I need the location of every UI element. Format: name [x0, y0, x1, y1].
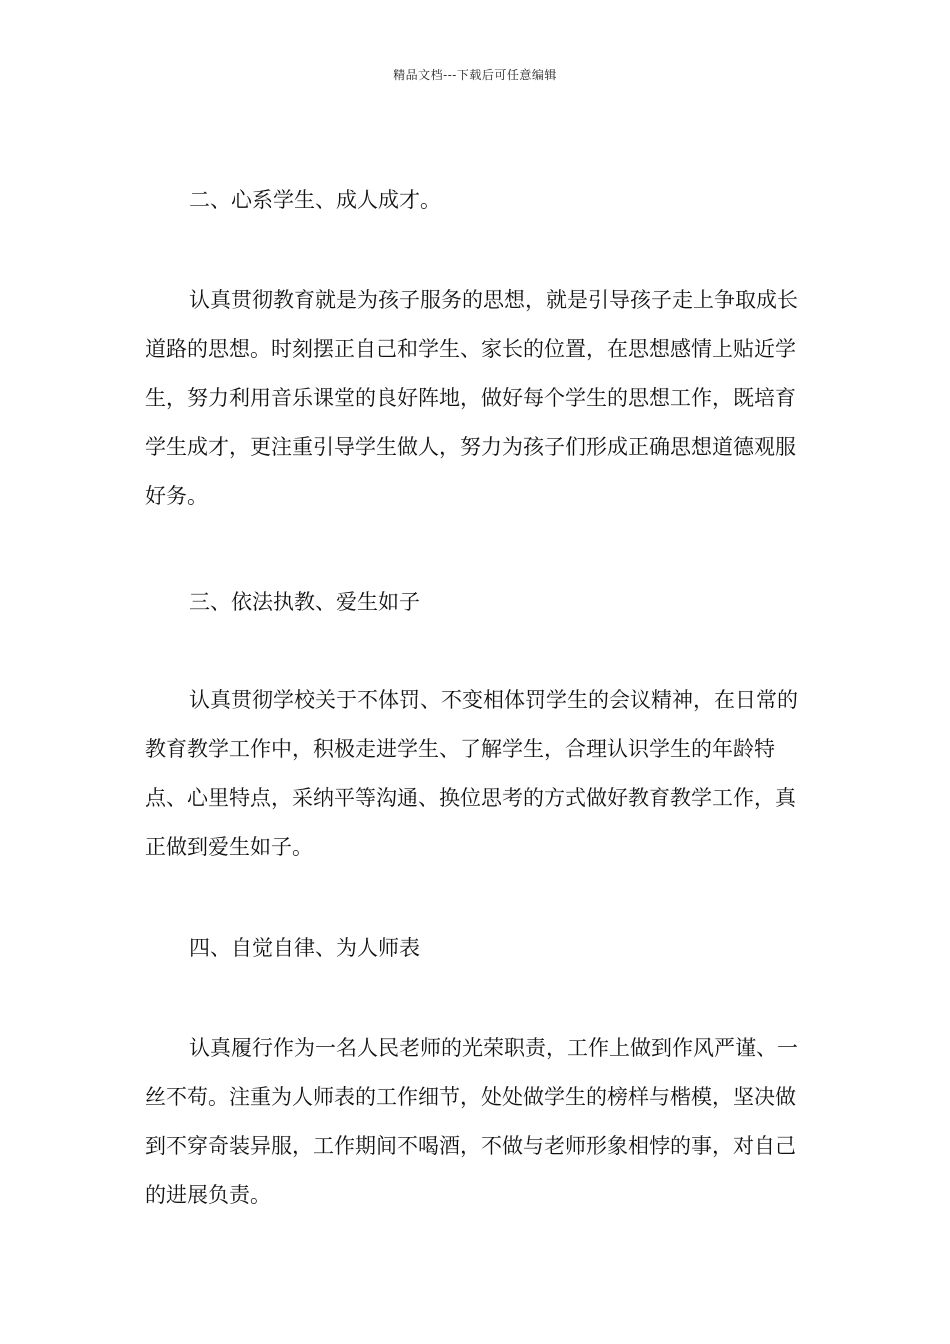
section-paragraph-3: 认真贯彻学校关于不体罚、不变相体罚学生的会议精神，在日常的教育教学工作中，积极走进学生、了解学生，合理认识学生的年龄特点、心里特点，采纳平等沟通、换位思考的方式做好教育教学工作，真正做到爱生如子。	[145, 688, 798, 859]
section-paragraph-2: 认真贯彻教育就是为孩子服务的思想，就是引导孩子走上争取成长道路的思想。时刻摆正自己和学生、家长的位置，在思想感情上贴近学生，努力利用音乐课堂的良好阵地，做好每个学生的思想工作，既培育学生成才，更注重引导学生做人，努力为孩子们形成正确思想道德观服好务。	[145, 288, 798, 508]
section-heading-4: 四、自觉自律、为人师表	[189, 936, 420, 960]
section-heading-2: 二、心系学生、成人成才。	[189, 188, 441, 212]
page-header: 精品文档---下载后可任意编辑	[393, 68, 557, 82]
section-heading-3: 三、依法执教、爱生如子	[189, 590, 420, 614]
section-paragraph-4: 认真履行作为一名人民老师的光荣职责，工作上做到作风严谨、一丝不苟。注重为人师表的工作细节，处处做学生的榜样与楷模，坚决做到不穿奇装异服，工作期间不喝酒，不做与老师形象相悖的事，对自己的进展负责。	[145, 1036, 798, 1207]
